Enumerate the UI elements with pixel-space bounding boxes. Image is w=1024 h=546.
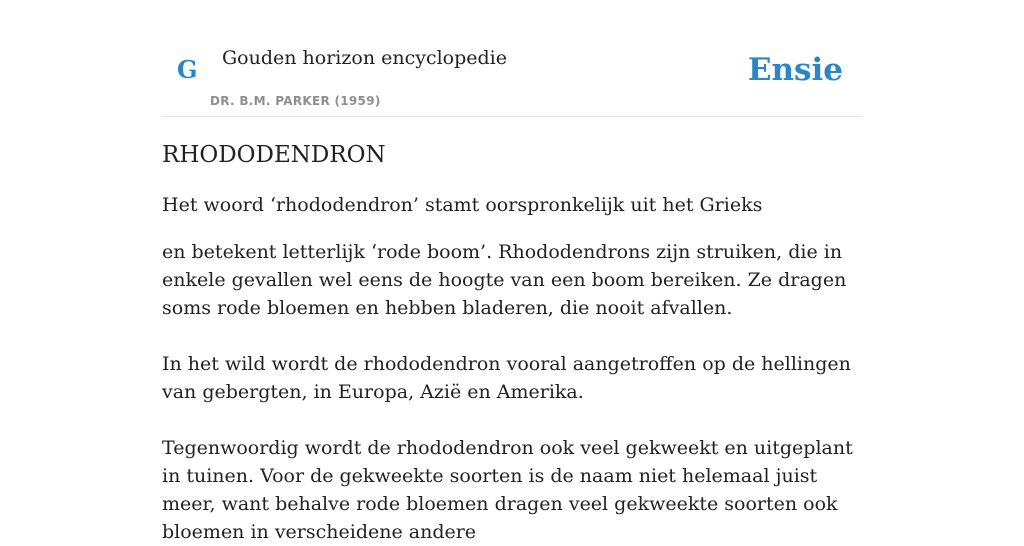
entry-title: RHODODENDRON: [162, 142, 386, 168]
book-author: DR. B.M. PARKER (1959): [210, 94, 381, 108]
ensie-logo-link[interactable]: Ensie: [747, 52, 843, 88]
book-title-link[interactable]: Gouden horizon encyclopedie: [222, 47, 507, 69]
article: [162, 140, 862, 546]
entry-paragraph: In het wild wordt de rhododendron vooral aangetroffen op de hellingen van gebergten, in Europa, Azië en Amerika.: [162, 353, 851, 403]
entry-paragraph: en betekent letterlijk ‘rode boom’. Rhododendrons zijn struiken, die in enkele gevallen wel eens de hoogte van een boom bereiken. Ze dragen soms rode bloemen en hebben bladeren, die nooit afvallen.: [162, 241, 847, 319]
book-logo-icon[interactable]: G: [177, 55, 198, 84]
entry-paragraph: Tegenwoordig wordt de rhododendron ook veel gekweekt en uitgeplant in tuinen. Voor de gekweekte soorten is de naam niet helemaal juist meer, want behalve rode bloemen dragen veel gekweekte soorten ook bloemen in verscheidene andere: [162, 437, 853, 543]
book-header: [162, 0, 862, 117]
entry-intro: Het woord ‘rhododendron’ stamt oorspronkelijk uit het Grieks: [162, 194, 763, 216]
